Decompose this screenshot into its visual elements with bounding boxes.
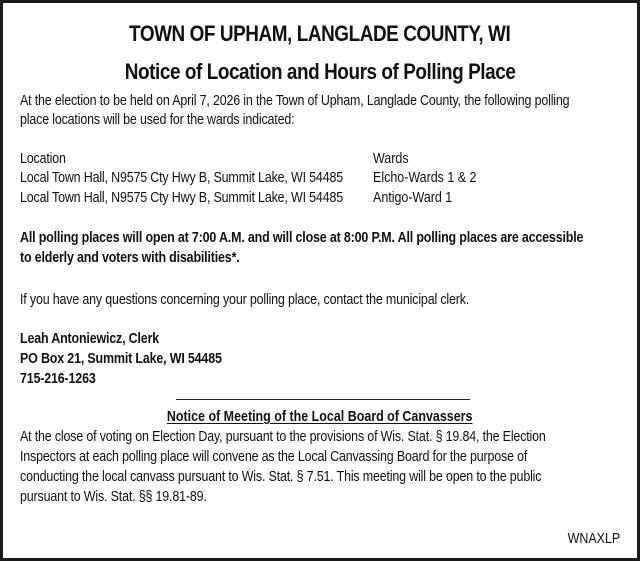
intro-text-2: place locations will be used for the wards indicated: <box>20 112 295 128</box>
clerk-address-text: PO Box 21, Summit Lake, WI 54485 <box>20 351 222 367</box>
intro-line-1 <box>20 92 640 111</box>
location-header-text: Location <box>20 151 66 167</box>
wards-header-text: Wards <box>373 151 409 167</box>
table-row-wards <box>373 169 493 188</box>
ad-code <box>559 530 620 549</box>
section-divider <box>176 399 470 400</box>
notice-subtitle-text: Notice of Location and Hours of Polling Place <box>124 59 516 84</box>
hours-text-1: All polling places will open at 7:00 A.M. and will close at 8:00 P.M. All polling places are accessible <box>20 230 584 246</box>
clerk-name <box>20 330 182 349</box>
clerk-phone-text: 715-216-1263 <box>20 371 96 387</box>
wards-cell: Antigo-Ward 1 <box>373 190 453 206</box>
location-column-header <box>20 150 73 169</box>
canvassers-line-1 <box>20 428 631 447</box>
hours-line-1 <box>20 229 640 248</box>
canvassers-text-2: Inspectors at each polling place will convene as the Local Canvassing Board for the purpose of <box>20 449 528 465</box>
canvassers-line-4 <box>20 488 237 507</box>
location-cell: Local Town Hall, N9575 Cty Hwy B, Summit Lake, WI 54485 <box>20 190 343 206</box>
table-row-location <box>20 169 396 188</box>
questions-text: If you have any questions concerning your polling place, contact the municipal clerk. <box>20 292 470 308</box>
wards-column-header <box>373 150 414 169</box>
notice-subtitle <box>3 59 637 85</box>
wards-cell: Elcho-Wards 1 & 2 <box>373 170 477 186</box>
canvassers-text-4: pursuant to Wis. Stat. §§ 19.81-89. <box>20 489 207 505</box>
clerk-address <box>20 350 255 369</box>
canvassers-title <box>3 408 637 427</box>
notice-title-text: TOWN OF UPHAM, LANGLADE COUNTY, WI <box>129 21 511 46</box>
notice-title <box>3 21 637 47</box>
hours-text-2: to elderly and voters with disabilities*. <box>20 250 240 266</box>
canvassers-title-text: Notice of Meeting of the Local Board of Canvassers <box>167 409 473 425</box>
table-row-location <box>20 189 396 208</box>
intro-line-2 <box>20 111 339 130</box>
clerk-name-text: Leah Antoniewicz, Clerk <box>20 331 160 347</box>
intro-text-1: At the election to be held on April 7, 2026 in the Town of Upham, Langlade County, the following polling <box>20 93 570 109</box>
table-row-wards <box>373 189 465 208</box>
canvassers-line-3 <box>20 468 626 487</box>
canvassers-line-2 <box>20 448 610 467</box>
questions-line <box>20 291 542 310</box>
canvassers-text-1: At the close of voting on Election Day, pursuant to the provisions of Wis. Stat. § 19.84, the Election <box>20 429 546 445</box>
ad-code-text: WNAXLP <box>567 531 620 547</box>
clerk-phone <box>20 370 108 389</box>
location-cell: Local Town Hall, N9575 Cty Hwy B, Summit Lake, WI 54485 <box>20 170 343 186</box>
canvassers-text-3: conducting the local canvass pursuant to Wis. Stat. § 7.51. This meeting will be open to the public <box>20 469 542 485</box>
hours-line-2 <box>20 249 275 268</box>
